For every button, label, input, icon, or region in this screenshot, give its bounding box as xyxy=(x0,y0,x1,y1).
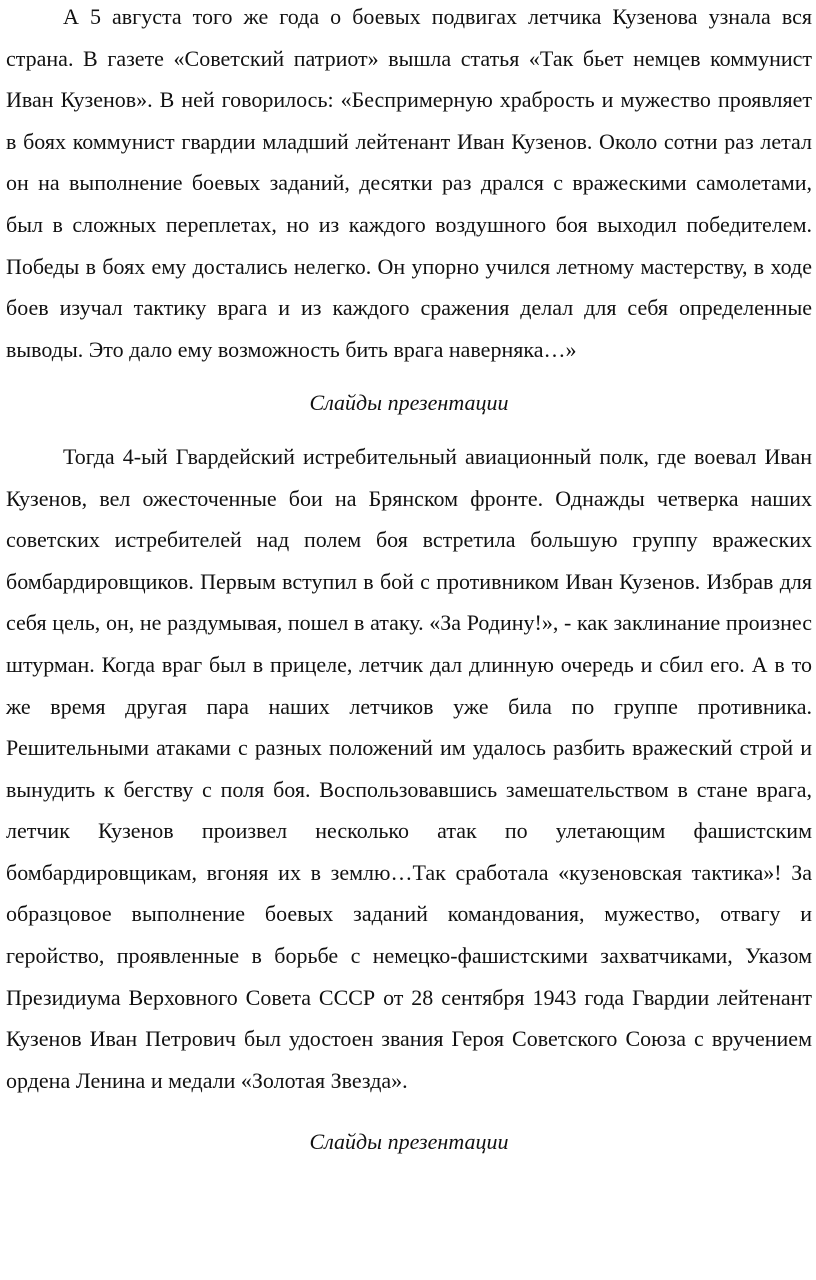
section-heading-2: Слайды презентации xyxy=(309,1129,509,1155)
paragraph-1: А 5 августа того же года о боевых подвигах летчика Кузенова узнала вся страна. В газете «Советский патриот» вышла статья «Так бьет немцев коммунист Иван Кузенов». В ней говорилось: «Беспримерную храбрость и мужество проявляет в боях коммунист гвардии младший лейтенант Иван Кузенов. Около сотни раз летал он на выполнение боевых заданий, десятки раз дрался с вражескими самолетами, был в сложных переплетах, но из каждого воздушного боя выходил победителем. Победы в боях ему достались нелегко. Он упорно учился летному мастерству, в ходе боев изучал тактику врага и из каждого сражения делал для себя определенные выводы. Это дало ему возможность бить врага наверняка…» xyxy=(6,4,812,362)
section-heading-1: Слайды презентации xyxy=(309,390,509,416)
paragraph-2: Тогда 4-ый Гвардейский истребительный авиационный полк, где воевал Иван Кузенов, вел ожесточенные бои на Брянском фронте. Однажды четверка наших советских истребителей над полем боя встретила большую группу вражеских бомбардировщиков. Первым вступил в бой с противником Иван Кузенов. Избрав для себя цель, он, не раздумывая, пошел в атаку. «За Родину!», - как заклинание произнес штурман. Когда враг был в прицеле, летчик дал длинную очередь и сбил его. А в то же время другая пара наших летчиков уже била по группе противника. Решительными атаками с разных положений им удалось разбить вражеский строй и вынудить к бегству с поля боя. Воспользовавшись замешательством в стане врага, летчик Кузенов произвел несколько атак по улетающим фашистским бомбардировщикам, вгоняя их в землю…Так сработала «кузеновская тактика»! За образцовое выполнение боевых заданий командования, мужество, отвагу и геройство, проявленные в борьбе с немецко-фашистскими захватчиками, Указом Президиума Верховного Совета СССР от 28 сентября 1943 года Гвардии лейтенант Кузенов Иван Петрович был удостоен звания Героя Советского Союза с вручением ордена Ленина и медали «Золотая Звезда». xyxy=(6,443,812,1093)
